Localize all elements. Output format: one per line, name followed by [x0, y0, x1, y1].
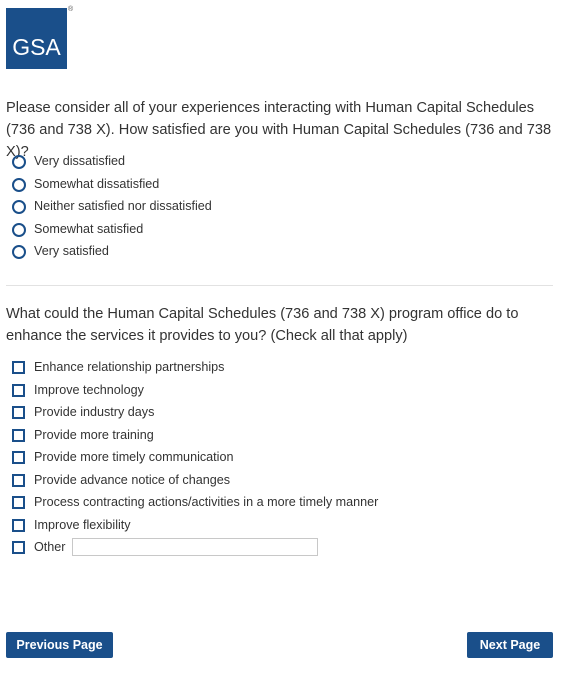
- checkbox-label: Provide more timely communication: [34, 450, 234, 464]
- gsa-logo: [6, 8, 67, 69]
- radio-label: Very dissatisfied: [34, 154, 125, 168]
- other-text-input[interactable]: [72, 538, 318, 556]
- checkbox[interactable]: [12, 406, 25, 419]
- checkbox[interactable]: [12, 519, 25, 532]
- gsa-logo-text: GSA: [12, 34, 61, 60]
- radio-button[interactable]: [12, 178, 26, 192]
- checkbox-label: Process contracting actions/activities in a more timely manner: [34, 495, 379, 509]
- checkbox-label: Provide more training: [34, 427, 154, 442]
- checkbox-label: Improve flexibility: [34, 517, 131, 532]
- checkbox[interactable]: [12, 541, 25, 554]
- radio-label: Very satisfied: [34, 244, 109, 258]
- radio-button[interactable]: [12, 200, 26, 214]
- checkbox[interactable]: [12, 451, 25, 464]
- checkbox[interactable]: [12, 361, 25, 374]
- checkbox-label: Other: [34, 540, 66, 554]
- previous-page-button[interactable]: Previous Page: [6, 632, 113, 658]
- next-page-button[interactable]: Next Page: [467, 632, 553, 658]
- checkbox-label: Enhance relationship partnerships: [34, 360, 225, 374]
- radio-label: Somewhat satisfied: [34, 221, 144, 236]
- checkbox[interactable]: [12, 474, 25, 487]
- checkbox-label: Improve technology: [34, 382, 144, 397]
- radio-button[interactable]: [12, 223, 26, 237]
- radio-label: Somewhat dissatisfied: [34, 176, 160, 191]
- radio-button[interactable]: [12, 155, 26, 169]
- checkbox-label: Provide advance notice of changes: [34, 472, 231, 487]
- radio-label: Neither satisfied nor dissatisfied: [34, 199, 212, 213]
- question-1-text: Please consider all of your experiences interacting with Human Capital Schedules (736 and 738 X). How satisfied are you with Human Capital Schedules (736 and 738 X)?: [6, 100, 552, 160]
- checkbox[interactable]: [12, 496, 25, 509]
- registered-mark: ®: [68, 6, 74, 13]
- checkbox-label: Provide industry days: [34, 405, 155, 419]
- radio-button[interactable]: [12, 245, 26, 259]
- section-divider: [6, 285, 553, 286]
- checkbox[interactable]: [12, 384, 25, 397]
- question-2-text: What could the Human Capital Schedules (736 and 738 X) program office do to enhance the services it provides to you? (Check all that apply): [6, 306, 519, 344]
- checkbox[interactable]: [12, 429, 25, 442]
